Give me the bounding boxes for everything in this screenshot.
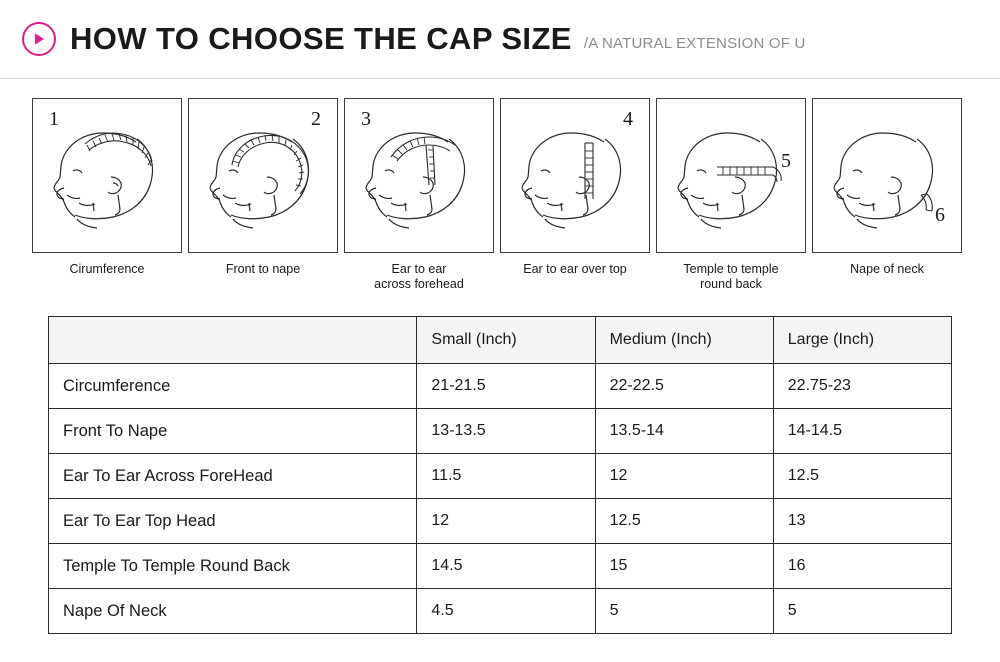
svg-text:1: 1 [49, 108, 59, 130]
play-arrow-icon [22, 22, 56, 56]
table-row [49, 409, 952, 454]
cell-small: 14.5 [417, 544, 595, 589]
cell-large: 14-14.5 [773, 409, 951, 454]
diagram-caption: Ear to ear over top [523, 262, 627, 276]
diagram-item [812, 98, 962, 292]
table-row [49, 589, 952, 634]
table-corner-cell [49, 317, 417, 364]
column-header-medium: Medium (Inch) [595, 317, 773, 364]
cell-medium: 5 [595, 589, 773, 634]
svg-text:4: 4 [623, 108, 633, 130]
diagram-item [344, 98, 494, 292]
cell-small: 12 [417, 499, 595, 544]
head-profile-temple-to-temple-icon [656, 98, 806, 253]
table-row [49, 454, 952, 499]
column-header-small: Small (Inch) [417, 317, 595, 364]
svg-text:2: 2 [311, 108, 321, 130]
size-chart-table [48, 316, 952, 634]
svg-text:6: 6 [935, 204, 945, 226]
diagram-caption: Front to nape [225, 262, 301, 276]
cell-medium: 22-22.5 [595, 364, 773, 409]
svg-text:3: 3 [361, 108, 371, 130]
page-title: HOW TO CHOOSE THE CAP SIZE [70, 21, 572, 56]
page-subtitle: /A NATURAL EXTENSION OF U [583, 34, 806, 52]
diagram-item [656, 98, 806, 292]
cell-medium: 15 [595, 544, 773, 589]
header-divider [0, 78, 1000, 79]
head-profile-front-to-nape-icon [188, 98, 338, 253]
row-label: Circumference [49, 364, 417, 409]
cell-large: 13 [773, 499, 951, 544]
cell-small: 13-13.5 [417, 409, 595, 454]
svg-text:5: 5 [781, 150, 791, 172]
measurement-diagram-strip [32, 98, 968, 292]
head-profile-ear-to-ear-forehead-icon [344, 98, 494, 253]
head-profile-nape-of-neck-icon [812, 98, 962, 253]
diagram-item [188, 98, 338, 292]
cell-medium: 12 [595, 454, 773, 499]
diagram-caption: Cirumference [69, 262, 145, 276]
page-header [0, 0, 1000, 78]
row-label: Temple To Temple Round Back [49, 544, 417, 589]
head-profile-circumference-icon [32, 98, 182, 253]
cell-medium: 13.5-14 [595, 409, 773, 454]
head-profile-ear-to-ear-top-icon [500, 98, 650, 253]
cell-small: 11.5 [417, 454, 595, 499]
row-label: Front To Nape [49, 409, 417, 454]
table-row [49, 544, 952, 589]
table-row [49, 499, 952, 544]
cell-small: 4.5 [417, 589, 595, 634]
diagram-item [500, 98, 650, 292]
row-label: Nape Of Neck [49, 589, 417, 634]
diagram-caption: Nape of neck [850, 262, 924, 276]
cell-large: 5 [773, 589, 951, 634]
cell-medium: 12.5 [595, 499, 773, 544]
table-header-row [49, 317, 952, 364]
cell-small: 21-21.5 [417, 364, 595, 409]
column-header-large: Large (Inch) [773, 317, 951, 364]
diagram-item [32, 98, 182, 292]
row-label: Ear To Ear Top Head [49, 499, 417, 544]
cell-large: 22.75-23 [773, 364, 951, 409]
cell-large: 16 [773, 544, 951, 589]
cell-large: 12.5 [773, 454, 951, 499]
row-label: Ear To Ear Across ForeHead [49, 454, 417, 499]
diagram-caption: Temple to temple round back [683, 262, 779, 291]
table-row [49, 364, 952, 409]
diagram-caption: Ear to ear across forehead [374, 262, 464, 291]
